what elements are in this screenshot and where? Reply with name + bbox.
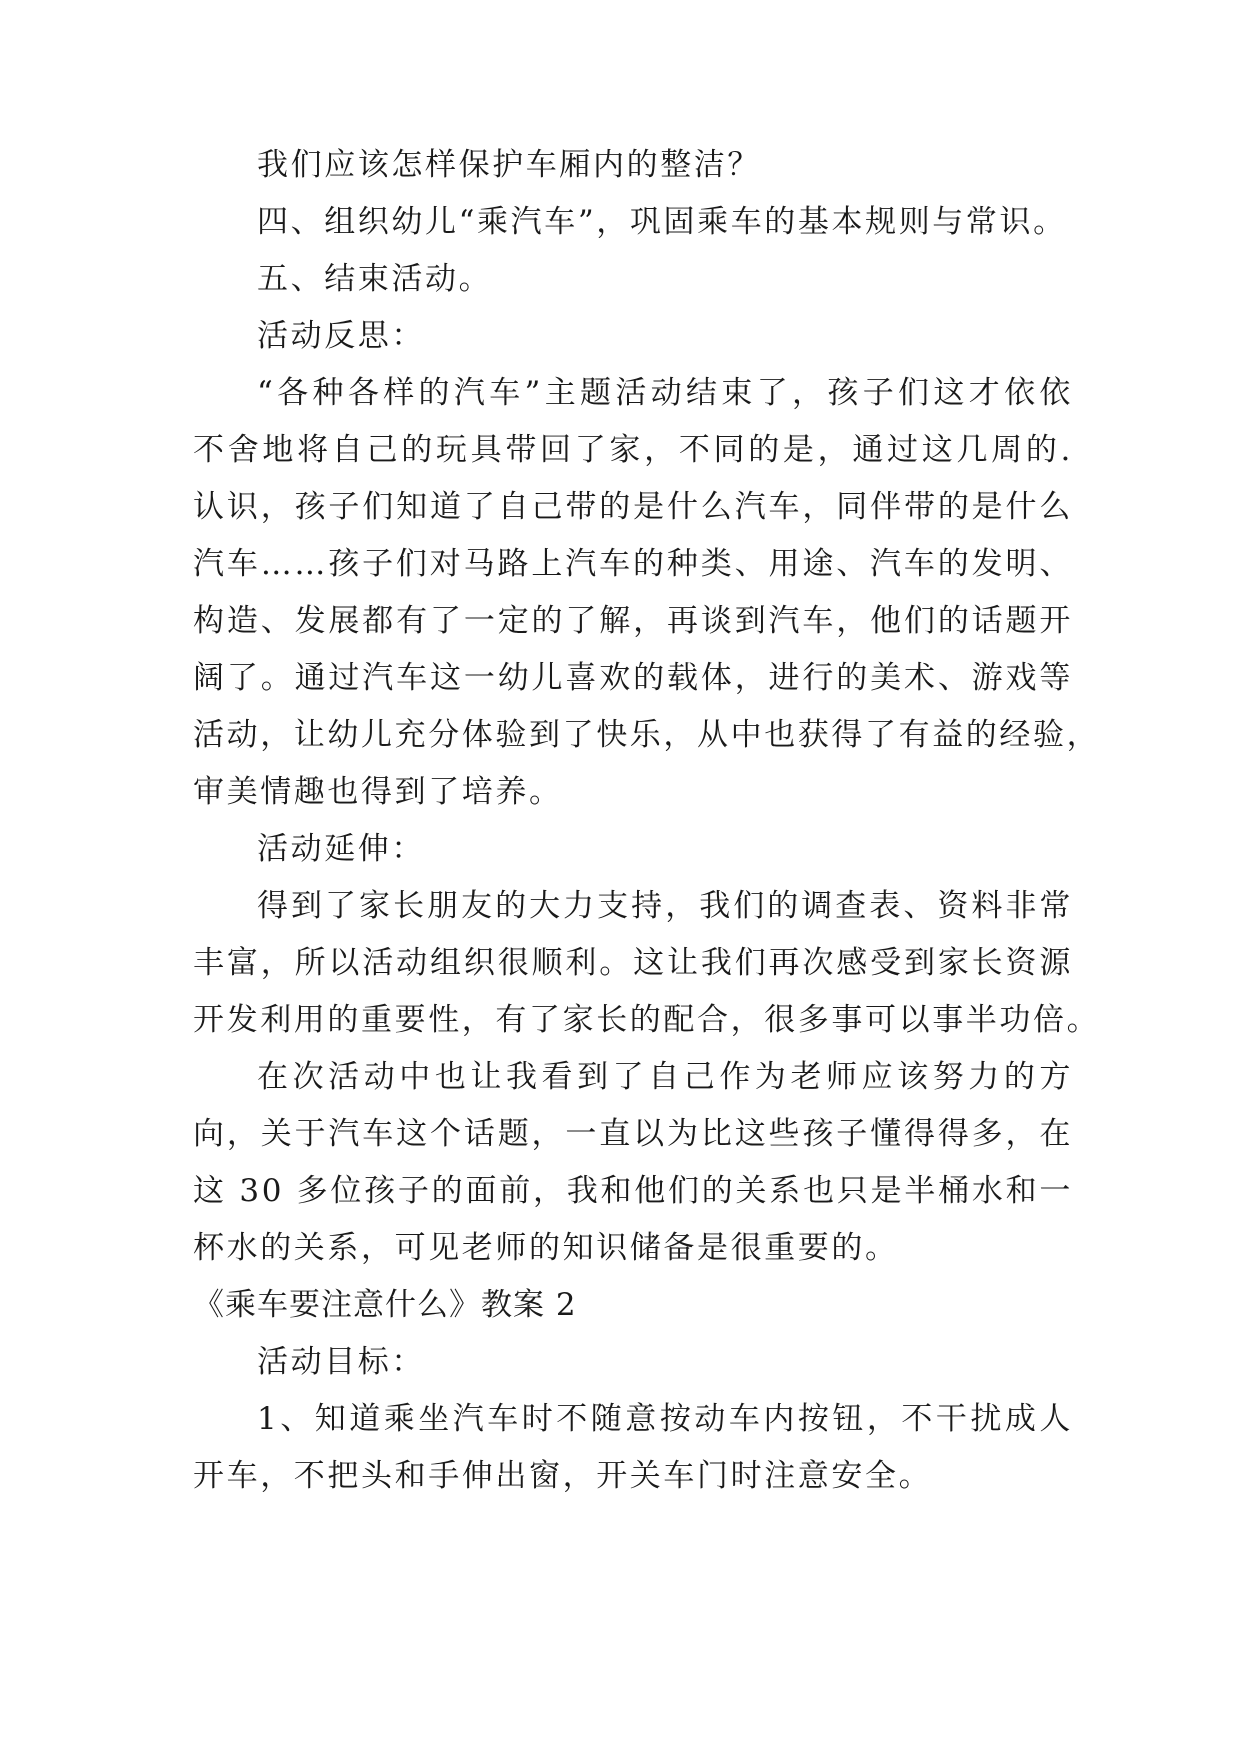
text-line: 不舍地将自己的玩具带回了家，不同的是，通过这几周的. bbox=[193, 432, 1073, 468]
text-line: 丰富，所以活动组织很顺利。这让我们再次感受到家长资源 bbox=[193, 945, 1073, 981]
text-line: 构造、发展都有了一定的了解，再谈到汽车，他们的话题开 bbox=[193, 603, 1073, 639]
text-line: 在次活动中也让我看到了自己作为老师应该努力的方 bbox=[257, 1059, 1073, 1095]
text-line: 杯水的关系，可见老师的知识储备是很重要的。 bbox=[193, 1230, 899, 1266]
text-line: 五、结束活动。 bbox=[257, 261, 493, 297]
section-heading: 活动反思： bbox=[257, 318, 425, 354]
text-line: 活动，让幼儿充分体验到了快乐，从中也获得了有益的经验， bbox=[193, 717, 1101, 753]
document-title: 《乘车要注意什么》教案 2 bbox=[193, 1287, 577, 1323]
text-line: 四、组织幼儿“乘汽车”，巩固乘车的基本规则与常识。 bbox=[257, 204, 1067, 240]
text-line: 得到了家长朋友的大力支持，我们的调查表、资料非常 bbox=[257, 888, 1073, 924]
text-line: 向，关于汽车这个话题，一直以为比这些孩子懂得得多，在 bbox=[193, 1116, 1073, 1152]
text-line: 我们应该怎样保护车厢内的整洁？ bbox=[257, 147, 761, 183]
text-line: 审美情趣也得到了培养。 bbox=[193, 774, 563, 810]
text-line: 汽车……孩子们对马路上汽车的种类、用途、汽车的发明、 bbox=[193, 546, 1073, 582]
text-line: 开车，不把头和手伸出窗，开关车门时注意安全。 bbox=[193, 1458, 933, 1494]
section-heading: 活动目标： bbox=[257, 1344, 425, 1380]
text-line: 阔了。通过汽车这一幼儿喜欢的载体，进行的美术、游戏等 bbox=[193, 660, 1073, 696]
section-heading: 活动延伸： bbox=[257, 831, 425, 867]
text-line: “各种各样的汽车”主题活动结束了，孩子们这才依依 bbox=[257, 375, 1073, 411]
text-line: 认识，孩子们知道了自己带的是什么汽车，同伴带的是什么 bbox=[193, 489, 1073, 525]
text-line: 这 30 多位孩子的面前，我和他们的关系也只是半桶水和一 bbox=[193, 1173, 1073, 1209]
text-line: 1、知道乘坐汽车时不随意按动车内按钮，不干扰成人 bbox=[257, 1401, 1073, 1437]
text-line: 开发利用的重要性，有了家长的配合，很多事可以事半功倍。 bbox=[193, 1002, 1101, 1038]
